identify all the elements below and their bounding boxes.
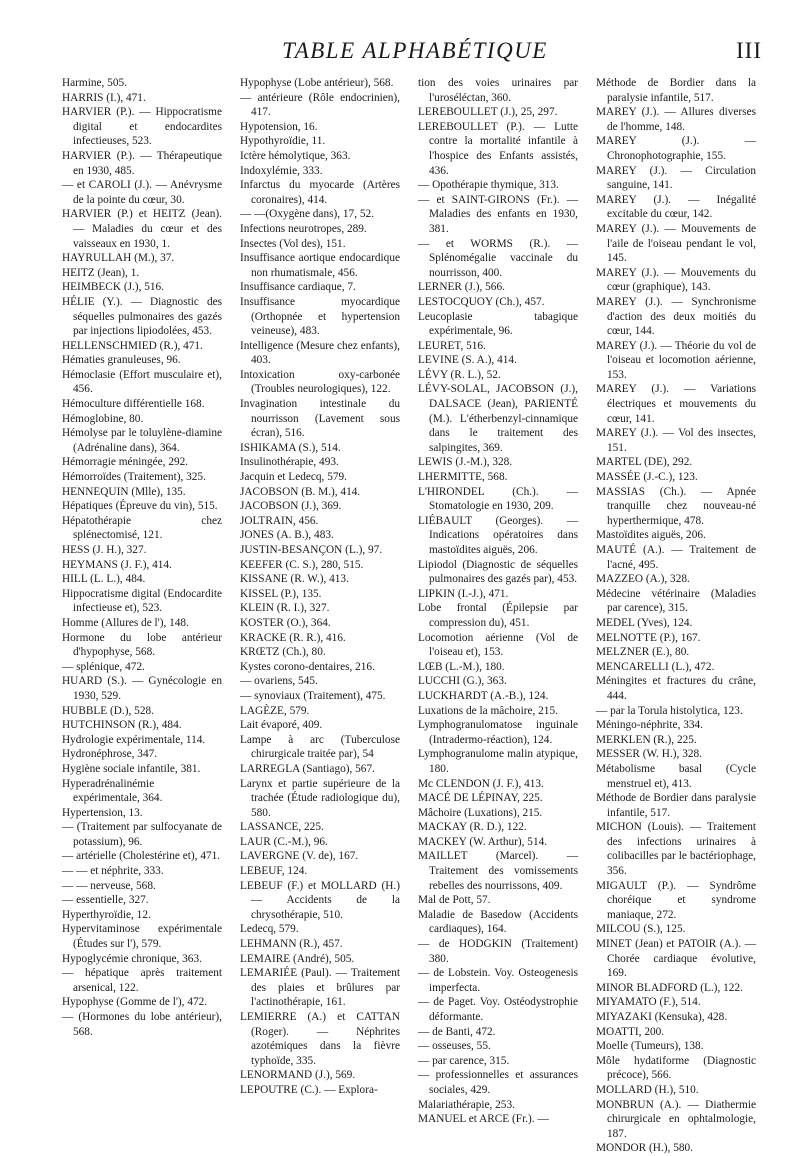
index-entry: Hyperadrénalinémie expérimentale, 364.: [62, 777, 163, 805]
index-entry: Méthode de Bordier dans la paralysie infantile, 517.: [596, 77, 756, 104]
index-entry: tion des voies urinaires par l'uroséléctan, 360.: [418, 77, 578, 104]
index-entry: LARREGLA (Santiago), 567.: [240, 762, 375, 775]
index-entry: MELZNER (E.), 80.: [596, 646, 690, 659]
index-entry: LAVERGNE (V. de), 167.: [240, 850, 359, 863]
index-entry: LEMARIÉE (Paul). — Traitement des plaies et brûlures par l'actinothérapie, 161.: [240, 967, 400, 1009]
index-entry: HEYMANS (J. F.), 414.: [62, 558, 172, 571]
index-entry: MIYAZAKI (Kensuka), 428.: [596, 1011, 728, 1023]
index-entry: Hygiène sociale infantile, 381.: [62, 762, 201, 775]
index-entry: LUCCHI (G.), 363.: [418, 675, 507, 688]
index-entry: — professionnelles et assurances sociales, 429.: [418, 1069, 578, 1096]
index-entry: Mastoïdites aiguës, 206.: [596, 529, 706, 542]
index-entry: MICHON (Louis). — Traitement des infections urinaires à colibacilles par le bactériophage, 356.: [596, 821, 756, 878]
index-entry: Hémorroïdes (Traitement), 325.: [62, 471, 206, 484]
index-entry: — de Lobstein. Voy. Osteogenesis imperfecta.: [418, 967, 578, 994]
index-entry: LEREBOULLET (J.), 25, 297.: [418, 106, 558, 119]
index-entry: Infarctus du myocarde (Artères coronaires), 414.: [240, 179, 400, 206]
index-entry: MAREY (J.). — Chronophotographie, 155.: [596, 135, 756, 162]
index-entry: KRACKE (R. R.), 416.: [240, 631, 346, 644]
index-entry: MOATTI, 200.: [596, 1025, 665, 1038]
index-entry: Lobe frontal (Épilepsie par compression du), 451.: [418, 602, 578, 629]
index-entry: MONBRUN (A.). — Diathermie chirurgicale en ophtalmologie, 187.: [596, 1098, 756, 1140]
index-entry: LEMAIRE (André), 505.: [240, 952, 355, 965]
index-entry: MAREY (J.). — Circulation sanguine, 141.: [596, 164, 756, 192]
index-column-3: [418, 76, 578, 1138]
index-entry: — —(Oxygène dans), 17, 52.: [240, 208, 374, 221]
index-entry: — antérieure (Rôle endocrinien), 417.: [240, 91, 400, 119]
index-entry: — hépatique après traitement arsenical, 122.: [62, 967, 222, 994]
index-entry: Kystes corono-dentaires, 216.: [240, 660, 375, 673]
index-entry: MAREY (J.). — Vol des insectes, 151.: [596, 427, 756, 454]
index-entry: Larynx et partie supérieure de la trachée (Étude radiologique du), 580.: [240, 777, 400, 819]
index-entry: HUARD (S.). — Gynécologie en 1930, 529.: [62, 675, 222, 702]
index-entry: LUCKHARDT (A.-B.), 124.: [418, 689, 549, 702]
index-entry: MILCOU (S.), 125.: [596, 923, 686, 936]
index-entry: Invagination intestinale du nourrisson (Lavement sous écran), 516.: [240, 398, 400, 440]
index-entry: HENNEQUIN (Mlle), 135.: [62, 485, 186, 498]
index-entry: ISHIKAMA (S.), 514.: [240, 441, 341, 454]
index-entry: MELNOTTE (P.), 167.: [596, 631, 701, 644]
index-entry: KLEIN (R. I.), 327.: [240, 602, 330, 615]
index-entry: — ovariens, 545.: [240, 675, 318, 688]
index-entry: — de HODGKIN (Traitement) 380.: [418, 938, 578, 965]
index-entry: Insuffisance cardiaque, 7.: [240, 281, 356, 294]
index-entry: Lymphogranulomatose inguinale (Intradermo-réaction), 124.: [418, 719, 578, 746]
index-entry: LIÉBAULT (Georges). — Indications opératoires dans mastoïdites aiguës, 206.: [418, 514, 578, 556]
index-entry: JACOBSON (B. M.), 414.: [240, 485, 361, 498]
index-entry: HELLENSCHMIED (R.), 471.: [62, 339, 203, 352]
index-entry: JACOBSON (J.), 369.: [240, 500, 342, 513]
index-entry: HÉLIE (Y.). — Diagnostic des séquelles pulmonaires des gazés par injections lipiodolées, 453.: [62, 295, 222, 338]
index-entry: Hématies granuleuses, 96.: [62, 354, 181, 367]
index-entry: LEPOUTRE (C.). — Explora-: [240, 1083, 378, 1096]
index-entry: HILL (L. L.), 484.: [62, 573, 146, 586]
index-entry: Hémoclasie (Effort musculaire et), 456.: [62, 368, 222, 396]
index-entry: HUBBLE (D.), 528.: [62, 704, 154, 717]
index-entry: LESTOCQUOY (Ch.), 457.: [418, 295, 545, 308]
index-columns: [62, 76, 776, 1155]
index-entry: MAREY (J.). — Théorie du vol de l'oiseau et locomotion aérienne, 153.: [596, 339, 756, 381]
index-entry: Hydrologie expérimentale, 114.: [62, 733, 206, 746]
index-entry: L'HIRONDEL (Ch.). — Stomatologie en 1930, 209.: [418, 485, 578, 513]
index-entry: Hyperthyroïdie, 12.: [62, 908, 151, 921]
index-entry: LEBEUF, 124.: [240, 865, 308, 878]
index-entry: Hémoculture différentielle 168.: [62, 398, 205, 411]
index-entry: Méningo-néphrite, 334.: [596, 719, 703, 732]
index-entry: Insuffisance aortique endocardique non rhumatismale, 456.: [240, 252, 400, 279]
index-entry: LENORMAND (J.), 569.: [240, 1069, 356, 1082]
index-entry: Jacquin et Ledecq, 579.: [240, 471, 347, 484]
index-entry: HARRIS (I.), 471.: [62, 91, 146, 104]
index-entry: LEBEUF (F.) et MOLLARD (H.) — Accidents de la chrysothérapie, 510.: [240, 879, 400, 921]
index-entry: Hormone du lobe antérieur d'hypophyse, 568.: [62, 631, 222, 659]
index-entry: Métabolisme basal (Cycle menstruel et), 413.: [596, 762, 756, 790]
index-column-4: [596, 76, 756, 1155]
index-entry: — osseuses, 55.: [418, 1040, 491, 1053]
index-entry: Maladie de Basedow (Accidents cardiaques), 164.: [418, 908, 578, 936]
index-entry: MAREY (J.). — Mouvements du cœur (graphique), 143.: [596, 266, 756, 294]
index-entry: Leucoplasie tabagique expérimentale, 96.: [418, 310, 578, 338]
index-entry: MIGAULT (P.). — Syndrôme choréique et syndrome maniaque, 272.: [596, 879, 756, 921]
index-entry: JOLTRAIN, 456.: [240, 514, 319, 527]
index-entry: HEIMBECK (J.), 516.: [62, 281, 164, 294]
index-entry: — — nerveuse, 568.: [62, 879, 156, 892]
index-entry: Hypoglycémie chronique, 363.: [62, 952, 202, 965]
index-entry: Méthode de Bordier dans paralysie infantile, 517.: [596, 792, 756, 819]
page-title: TABLE ALPHABÉTIQUE: [282, 38, 548, 63]
index-entry: Hypertension, 13.: [62, 806, 143, 819]
index-entry: Hémolyse par le toluylène-diamine (Adrénaline dans), 364.: [62, 427, 222, 454]
index-column-2: [240, 76, 400, 1138]
index-entry: — Opothérapie thymique, 313.: [418, 179, 559, 192]
index-entry: Hypotension, 16.: [240, 120, 318, 133]
index-entry: HARVIER (P.). — Thérapeutique en 1930, 485.: [62, 149, 222, 177]
index-entry: MAUTÉ (A.). — Traitement de l'acné, 495.: [596, 544, 756, 571]
index-entry: MAREY (J.). — Allures diverses de l'homme, 148.: [596, 106, 756, 133]
index-entry: MAILLET (Marcel). — Traitement des vomissements rebelles des nourrissons, 409.: [418, 850, 578, 892]
index-entry: Méningites et fractures du crâne, 444.: [596, 675, 756, 702]
index-entry: — (Hormones du lobe antérieur), 568.: [62, 1011, 222, 1038]
index-entry: MESSER (W. H.), 328.: [596, 748, 702, 761]
index-entry: JONES (A. B.), 483.: [240, 529, 334, 542]
index-entry: MACKEY (W. Arthur), 514.: [418, 835, 548, 848]
index-entry: — splénique, 472.: [62, 660, 145, 673]
index-entry: MASSÉE (J.-C.), 123.: [596, 471, 698, 484]
index-entry: MONDOR (H.), 580.: [596, 1142, 693, 1155]
index-entry: KISSANE (R. W.), 413.: [240, 573, 349, 586]
index-entry: LÉVY (R. L.), 52.: [418, 368, 501, 381]
index-entry: Hypothyroïdie, 11.: [240, 135, 326, 148]
index-entry: MAZZEO (A.), 328.: [596, 573, 690, 586]
index-entry: Hypervitaminose expérimentale (Études sur l'), 579.: [62, 923, 222, 951]
index-entry: Ledecq, 579.: [240, 923, 299, 936]
index-entry: Hémorragie méningée, 292.: [62, 456, 189, 469]
index-entry: Homme (Allures de l'), 148.: [62, 616, 189, 629]
index-entry: MAREY (J.). — Inégalité excitable du cœur, 142.: [596, 193, 756, 221]
index-entry: HESS (J. H.), 327.: [62, 544, 147, 556]
index-column-1: [62, 76, 222, 1138]
index-entry: Hypophyse (Gomme de l'), 472.: [62, 996, 208, 1009]
index-entry: MANUEL et ARCE (Fr.). —: [418, 1113, 549, 1126]
index-entry: LEWIS (J.-M.), 328.: [418, 456, 513, 469]
index-entry: Médecine vétérinaire (Maladies par carence), 315.: [596, 587, 756, 615]
index-entry: MARTEL (DE), 292.: [596, 456, 693, 469]
index-entry: Insulinothérapie, 493.: [240, 456, 339, 469]
index-entry: LAGÈZE, 579.: [240, 704, 310, 717]
index-entry: Infections neurotropes, 289.: [240, 222, 367, 235]
index-entry: LIPKIN (I.-J.), 471.: [418, 587, 509, 600]
index-entry: LEMIERRE (A.) et CATTAN (Roger). — Néphrites azotémiques dans la fièvre typhoïde, 335.: [240, 1011, 400, 1067]
index-entry: Insuffisance myocardique (Orthopnée et hypertension veineuse), 483.: [240, 295, 400, 338]
index-entry: MINOR BLADFORD (L.), 122.: [596, 981, 743, 994]
index-entry: Lampe à arc (Tuberculose chirurgicale traitée par), 54: [240, 733, 400, 761]
index-entry: — par la Torula histolytica, 123.: [596, 704, 743, 717]
index-entry: — et SAINT-GIRONS (Fr.). — Maladies des enfants en 1930, 381.: [418, 193, 578, 235]
index-entry: Intelligence (Mesure chez enfants), 403.: [240, 339, 400, 367]
index-entry: KISSEL (P.), 135.: [240, 587, 322, 600]
index-entry: — par carence, 315.: [418, 1054, 510, 1067]
index-entry: LEHMANN (R.), 457.: [240, 938, 343, 951]
index-entry: MASSIAS (Ch.). — Apnée tranquille chez nouveau-né hyperthermique, 478.: [596, 485, 756, 527]
index-entry: — essentielle, 327.: [62, 894, 149, 907]
index-entry: Mâchoire (Luxations), 215.: [418, 806, 543, 819]
index-entry: — et WORMS (R.). — Splénomégalie vaccinale du nourrisson, 400.: [418, 237, 578, 279]
index-entry: MERKLEN (R.), 225.: [596, 733, 697, 746]
index-entry: Hémoglobine, 80.: [62, 412, 144, 425]
index-entry: MACÉ DE LÉPINAY, 225.: [418, 792, 543, 805]
index-entry: Insectes (Vol des), 151.: [240, 237, 346, 250]
index-entry: LASSANCE, 225.: [240, 821, 324, 834]
index-entry: Lipiodol (Diagnostic de séquelles pulmonaires des gazés par), 453.: [418, 558, 578, 586]
index-entry: MAREY (J.). — Mouvements de l'aile de l'oiseau pendant le vol, 145.: [596, 222, 756, 265]
index-entry: LEURET, 516.: [418, 339, 486, 352]
index-entry: HEITZ (Jean), 1.: [62, 266, 140, 279]
index-entry: Hépatiques (Épreuve du vin), 515.: [62, 500, 218, 513]
index-entry: Luxations de la mâchoire, 215.: [418, 704, 558, 717]
page-number: III: [736, 38, 762, 63]
index-entry: Môle hydatiforme (Diagnostic précoce), 566.: [596, 1054, 756, 1082]
index-entry: LŒB (L.-M.), 180.: [418, 660, 505, 673]
index-entry: Hippocratisme digital (Endocardite infectieuse et), 523.: [62, 587, 222, 615]
index-entry: HUTCHINSON (R.), 484.: [62, 719, 182, 732]
index-entry: Malariathérapie, 253.: [418, 1098, 515, 1111]
index-entry: Hépatothérapie chez splénectomisé, 121.: [62, 514, 222, 542]
index-entry: LEVINE (S. A.), 414.: [418, 354, 517, 367]
index-entry: HARVIER (P.). — Hippocratisme digital et endocardites infectieuses, 523.: [62, 106, 222, 148]
index-entry: HARVIER (P.) et HEITZ (Jean). — Maladies du cœur et des vaisseaux en 1930, 1.: [62, 208, 222, 250]
index-entry: — — et néphrite, 333.: [62, 865, 164, 878]
index-entry: Locomotion aérienne (Vol de l'oiseau et), 153.: [418, 631, 578, 659]
index-entry: Intoxication oxy-carbonée (Troubles neurologiques), 122.: [240, 368, 400, 396]
index-entry: Harmine, 505.: [62, 77, 127, 89]
index-entry: MAREY (J.). — Synchronisme d'action des deux moitiés du cœur, 144.: [596, 295, 756, 338]
index-entry: Indoxylémie, 333.: [240, 164, 323, 177]
index-entry: — artérielle (Cholestérine et), 471.: [62, 850, 221, 863]
index-entry: MIYAMATO (F.), 514.: [596, 996, 701, 1009]
index-entry: Hydronéphrose, 347.: [62, 748, 158, 761]
index-entry: LHERMITTE, 568.: [418, 471, 508, 484]
index-entry: KEEFER (C. S.), 280, 515.: [240, 558, 364, 571]
index-entry: Lymphogranulome malin atypique, 180.: [418, 748, 578, 775]
index-entry: MAREY (J.). — Variations électriques et mouvements du cœur, 141.: [596, 383, 756, 425]
index-entry: MOLLARD (H.), 510.: [596, 1083, 699, 1096]
index-entry: Ictère hémolytique, 363.: [240, 149, 351, 162]
index-entry: LÉVY-SOLAL, JACOBSON (J.), DALSACE (Jean), PARIENTÉ (M.). L'étherbenzyl-cinnamique dans le traitement des salpingites, 369.: [418, 383, 578, 454]
index-entry: LERNER (J.), 566.: [418, 281, 505, 294]
index-entry: Hypophyse (Lobe antérieur), 568.: [240, 77, 394, 89]
index-entry: LAUR (C.-M.), 96.: [240, 835, 328, 848]
index-entry: MINET (Jean) et PATOIR (A.). — Chorée cardiaque évolutive, 169.: [596, 938, 756, 980]
index-entry: LEREBOULLET (P.). — Lutte contre la mortalité infantile à l'hospice des Enfants assistés, 436.: [418, 120, 578, 177]
index-entry: — et CAROLI (J.). — Anévrysme de la pointe du cœur, 30.: [62, 179, 222, 206]
index-entry: — de Banti, 472.: [418, 1025, 496, 1038]
page-header: [60, 30, 770, 70]
index-entry: — synoviaux (Traitement), 475.: [240, 689, 386, 702]
index-entry: HAYRULLAH (M.), 37.: [62, 252, 175, 265]
index-entry: MENCARELLI (L.), 472.: [596, 660, 715, 673]
index-entry: MEDEL (Yves), 124.: [596, 616, 693, 629]
index-entry: JUSTIN-BESANÇON (L.), 97.: [240, 544, 383, 556]
index-entry: Mc CLENDON (J. F.), 413.: [418, 777, 544, 790]
index-entry: KOSTER (O.), 364.: [240, 616, 331, 629]
index-entry: Moelle (Tumeurs), 138.: [596, 1040, 704, 1053]
index-entry: Mal de Pott, 57.: [418, 894, 491, 907]
index-entry: MACKAY (R. D.), 122.: [418, 821, 527, 834]
index-entry: KRŒTZ (Ch.), 80.: [240, 646, 326, 659]
index-entry: — de Paget. Voy. Ostéodystrophie déformante.: [418, 996, 578, 1023]
index-entry: — (Traitement par sulfocyanate de potassium), 96.: [62, 821, 222, 848]
index-entry: Lait évaporé, 409.: [240, 719, 323, 732]
